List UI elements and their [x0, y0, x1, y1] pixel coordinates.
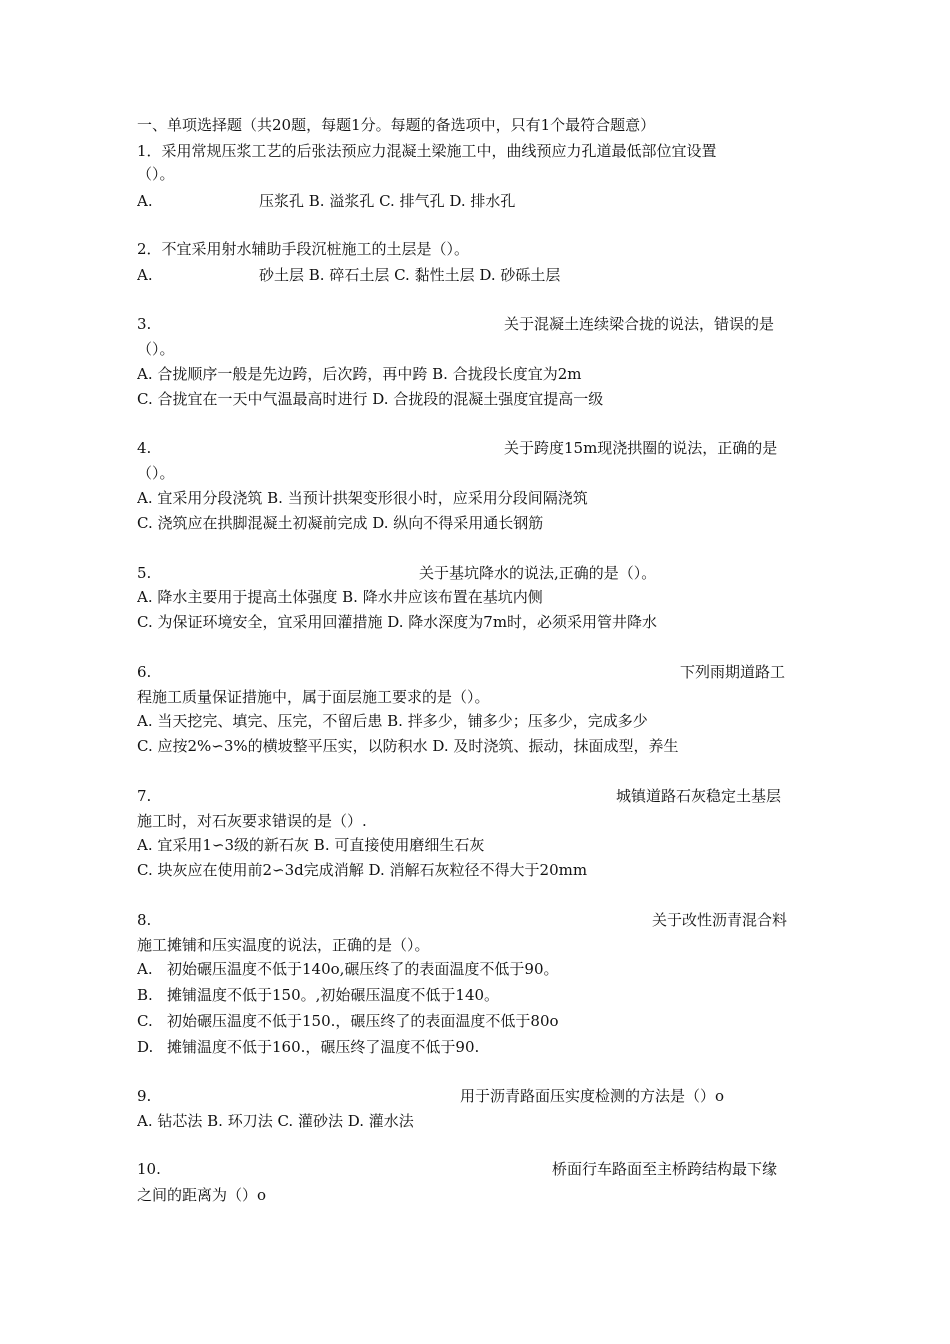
question-4-stem-text: 关于跨度15m现浇拱圈的说法，正确的是 — [504, 439, 778, 457]
question-8-stem-text: 关于改性沥青混合料 — [652, 911, 788, 929]
question-8-option-c — [137, 1011, 817, 1031]
question-4-stem — [137, 438, 817, 458]
option-label: A. — [137, 960, 153, 978]
question-7-options-cd: C. 块灰应在使用前2∽3d完成消解 D. 消解石灰粒径不得大于20mm — [137, 861, 588, 879]
question-5-options-ab: A. 降水主要用于提高土体强度 B. 降水井应该布置在基坑内侧 — [137, 588, 543, 606]
question-7-stem-cont: 施工时，对石灰要求错误的是（）. — [137, 812, 367, 830]
question-4-options-cd: C. 浇筑应在拱脚混凝土初凝前完成 D. 纵向不得采用通长钢筋 — [137, 514, 544, 532]
question-7-stem — [137, 786, 817, 806]
question-number: 9. — [137, 1087, 152, 1105]
question-number: 10. — [137, 1160, 161, 1178]
question-4-options-ab: A. 宜采用分段浇筑 B. 当预计拱架变形很小时，应采用分段间隔浇筑 — [137, 489, 588, 507]
option-text: 摊铺温度不低于150。,初始碾压温度不低于140。 — [167, 986, 500, 1004]
question-3-stem-cont: （）。 — [137, 340, 175, 358]
option-text: 初始碾压温度不低于150.，碾压终了的表面温度不低于80o — [167, 1012, 559, 1030]
question-4-stem-cont: （）。 — [137, 464, 175, 482]
question-7-options-ab: A. 宜采用1∽3级的新石灰 B. 可直接使用磨细生石灰 — [137, 836, 485, 854]
question-number: 7. — [137, 787, 152, 805]
question-number: 4. — [137, 439, 152, 457]
question-5-stem-text: 关于基坑降水的说法,正确的是（）。 — [419, 564, 657, 582]
question-10-stem — [137, 1159, 817, 1179]
option-label: C. — [137, 1012, 153, 1030]
option-label: B. — [137, 986, 153, 1004]
question-10-stem-text: 桥面行车路面至主桥跨结构最下缘 — [552, 1160, 778, 1178]
question-6-options-ab: A. 当天挖完、填完、压完，不留后患 B. 拌多少，铺多少；压多少，完成多少 — [137, 712, 648, 730]
question-3-options-ab: A. 合拢顺序一般是先边跨，后次跨，再中跨 B. 合拢段长度宜为2m — [137, 365, 582, 383]
question-number: 3. — [137, 315, 152, 333]
option-text: 初始碾压温度不低于140o,碾压终了的表面温度不低于90。 — [167, 960, 559, 978]
question-6-options-cd: C. 应按2%∽3%的横坡整平压实，以防积水 D. 及时浇筑、振动，抹面成型，养生 — [137, 737, 679, 755]
question-1-stem: 1．采用常规压浆工艺的后张法预应力混凝土梁施工中，曲线预应力孔道最低部位宜设置 — [137, 142, 717, 160]
question-1-options — [137, 191, 817, 211]
question-7-stem-text: 城镇道路石灰稳定土基层 — [616, 787, 782, 805]
question-2-options — [137, 265, 817, 285]
question-9-stem — [137, 1086, 817, 1106]
question-3-stem — [137, 314, 817, 334]
option-label: A. — [137, 266, 153, 284]
question-9-stem-text: 用于沥青路面压实度检测的方法是（）o — [460, 1087, 725, 1105]
question-6-stem-cont: 程施工质量保证措施中，属于面层施工要求的是（）。 — [137, 688, 490, 706]
question-8-stem-cont: 施工摊铺和压实温度的说法，正确的是（）。 — [137, 936, 430, 954]
question-6-stem-text: 下列雨期道路工 — [680, 663, 786, 681]
section-header: 一、单项选择题（共20题，每题1分。每题的备选项中，只有1个最符合题意） — [137, 116, 656, 134]
question-1-options-text: 压浆孔 B. 溢浆孔 C. 排气孔 D. 排水孔 — [259, 192, 516, 210]
question-number: 8. — [137, 911, 152, 929]
question-8-stem — [137, 910, 817, 930]
question-number: 6. — [137, 663, 152, 681]
question-10-stem-cont: 之间的距离为（）o — [137, 1186, 267, 1204]
question-3-stem-text: 关于混凝土连续梁合拢的说法，错误的是 — [504, 315, 775, 333]
question-1-stem-cont: （）。 — [137, 165, 175, 183]
question-5-options-cd: C. 为保证环境安全，宜采用回灌措施 D. 降水深度为7m时，必须采用管井降水 — [137, 613, 658, 631]
question-5-stem — [137, 563, 817, 583]
question-8-option-d — [137, 1037, 817, 1057]
question-3-options-cd: C. 合拢宜在一天中气温最高时进行 D. 合拢段的混凝土强度宜提高一级 — [137, 390, 604, 408]
option-text: 摊铺温度不低于160.，碾压终了温度不低于90. — [167, 1038, 480, 1056]
question-8-option-a — [137, 959, 817, 979]
question-6-stem — [137, 662, 817, 682]
option-label: D. — [137, 1038, 154, 1056]
option-label: A. — [137, 192, 153, 210]
question-9-options: A. 钻芯法 B. 环刀法 C. 灌砂法 D. 灌水法 — [137, 1112, 414, 1130]
question-2-stem: 2．不宜采用射水辅助手段沉桩施工的土层是（）。 — [137, 240, 470, 258]
question-number: 5. — [137, 564, 152, 582]
question-2-options-text: 砂土层 B. 碎石土层 C. 黏性土层 D. 砂砾土层 — [259, 266, 561, 284]
question-8-option-b — [137, 985, 817, 1005]
